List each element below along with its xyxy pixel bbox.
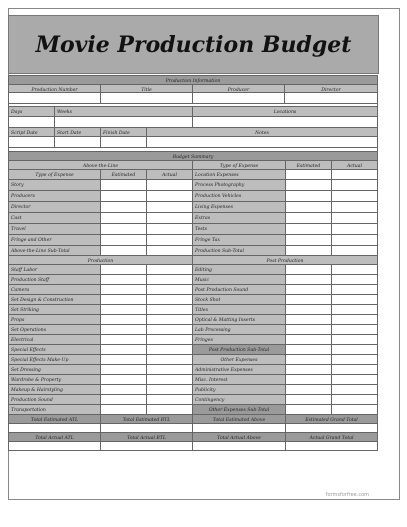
expense-label: Publicity bbox=[193, 385, 286, 395]
field-label: Finish Date bbox=[101, 128, 147, 137]
amount-field[interactable] bbox=[147, 235, 193, 246]
expense-label: Transportation bbox=[9, 405, 101, 415]
amount-field[interactable] bbox=[101, 345, 147, 355]
amount-field[interactable] bbox=[147, 305, 193, 315]
input-field[interactable] bbox=[285, 93, 378, 104]
column-header: Actual bbox=[147, 170, 193, 180]
amount-field[interactable] bbox=[101, 275, 147, 285]
total-field[interactable] bbox=[101, 442, 193, 451]
expense-label: Titles bbox=[193, 305, 286, 315]
total-label: Total Actual BTL bbox=[101, 433, 193, 442]
amount-field[interactable] bbox=[286, 325, 332, 335]
total-field[interactable] bbox=[193, 424, 286, 433]
amount-field[interactable] bbox=[101, 395, 147, 405]
expense-label: Fringe Tax bbox=[193, 235, 286, 246]
amount-field[interactable] bbox=[101, 295, 147, 305]
expense-label: Travel bbox=[9, 224, 101, 235]
field-label: Title bbox=[101, 85, 193, 93]
form-row bbox=[9, 246, 378, 256]
form-row bbox=[9, 256, 378, 265]
field-label: Director bbox=[285, 85, 378, 93]
input-field[interactable] bbox=[101, 137, 147, 148]
total-label: Total Estimated Above bbox=[193, 415, 286, 424]
amount-field[interactable] bbox=[101, 375, 147, 385]
amount-field[interactable] bbox=[147, 295, 193, 305]
input-field[interactable] bbox=[55, 117, 193, 128]
expense-label: Story bbox=[9, 180, 101, 191]
amount-field[interactable] bbox=[286, 375, 332, 385]
amount-field[interactable] bbox=[286, 170, 332, 180]
expense-label: Editing bbox=[193, 265, 286, 275]
form-row bbox=[9, 405, 378, 415]
amount-field[interactable] bbox=[147, 405, 193, 415]
total-field[interactable] bbox=[286, 424, 378, 433]
expense-label: Production Sound bbox=[9, 395, 101, 405]
amount-field[interactable] bbox=[101, 335, 147, 345]
amount-field[interactable] bbox=[101, 191, 147, 202]
form-row bbox=[9, 305, 378, 315]
amount-field[interactable] bbox=[332, 315, 378, 325]
form-row bbox=[9, 385, 378, 395]
total-label: Total Actual Above bbox=[193, 433, 286, 442]
expense-label: Producers bbox=[9, 191, 101, 202]
expense-label: Props bbox=[9, 315, 101, 325]
amount-field[interactable] bbox=[332, 170, 378, 180]
footer-credit: formsforfree.com bbox=[325, 492, 369, 498]
amount-field[interactable] bbox=[332, 355, 378, 365]
form-row bbox=[9, 315, 378, 325]
subtotal-label: Above-the-Line Sub-Total bbox=[9, 246, 101, 256]
form-row bbox=[9, 117, 378, 128]
amount-field[interactable] bbox=[147, 325, 193, 335]
field-label: Production Number bbox=[9, 85, 101, 93]
column-header: Actual bbox=[332, 161, 378, 170]
form-row bbox=[9, 224, 378, 235]
amount-field[interactable] bbox=[101, 285, 147, 295]
expense-label: Electrical bbox=[9, 335, 101, 345]
amount-field[interactable] bbox=[286, 202, 332, 213]
amount-field[interactable] bbox=[286, 385, 332, 395]
form-row bbox=[9, 107, 378, 117]
expense-label: Fringe and Other bbox=[9, 235, 101, 246]
form-row bbox=[9, 128, 378, 137]
amount-field[interactable] bbox=[332, 385, 378, 395]
form-row bbox=[9, 170, 378, 180]
amount-field[interactable] bbox=[101, 213, 147, 224]
amount-field[interactable] bbox=[147, 213, 193, 224]
amount-field[interactable] bbox=[286, 213, 332, 224]
subtotal-label: Production Sub-Total bbox=[193, 246, 286, 256]
amount-field[interactable] bbox=[286, 224, 332, 235]
input-field[interactable] bbox=[193, 93, 285, 104]
input-field[interactable] bbox=[101, 93, 193, 104]
expense-label: Director bbox=[9, 202, 101, 213]
amount-field[interactable] bbox=[147, 365, 193, 375]
total-label: Actual Grand Total bbox=[286, 433, 378, 442]
amount-field[interactable] bbox=[101, 265, 147, 275]
expense-label: Contingency bbox=[193, 395, 286, 405]
amount-field[interactable] bbox=[332, 191, 378, 202]
form-row bbox=[9, 433, 378, 442]
amount-field[interactable] bbox=[147, 275, 193, 285]
form-row bbox=[9, 335, 378, 345]
expense-label: Staff Labor bbox=[9, 265, 101, 275]
expense-label: Post Production Sound bbox=[193, 285, 286, 295]
amount-field[interactable] bbox=[332, 235, 378, 246]
amount-field[interactable] bbox=[332, 395, 378, 405]
section-header: Above-the-Line bbox=[9, 161, 193, 170]
form-row bbox=[9, 191, 378, 202]
column-header: Estimated bbox=[286, 161, 332, 170]
expense-label: Living Expenses bbox=[193, 202, 286, 213]
field-label: Producer bbox=[193, 85, 285, 93]
amount-field[interactable] bbox=[147, 202, 193, 213]
amount-field[interactable] bbox=[147, 191, 193, 202]
form-row bbox=[9, 235, 378, 246]
amount-field[interactable] bbox=[147, 315, 193, 325]
input-field[interactable] bbox=[147, 137, 378, 148]
section-header: Production bbox=[9, 256, 193, 265]
expense-label: Administrative Expenses bbox=[193, 365, 286, 375]
amount-field[interactable] bbox=[332, 180, 378, 191]
total-label: Total Estimated BTL bbox=[101, 415, 193, 424]
amount-field[interactable] bbox=[147, 180, 193, 191]
form-row bbox=[9, 345, 378, 355]
amount-field[interactable] bbox=[101, 235, 147, 246]
form-row bbox=[9, 93, 378, 104]
amount-field[interactable] bbox=[286, 295, 332, 305]
form-row bbox=[9, 375, 378, 385]
amount-field[interactable] bbox=[332, 213, 378, 224]
amount-field[interactable] bbox=[286, 355, 332, 365]
form-row bbox=[9, 424, 378, 433]
amount-field[interactable] bbox=[101, 315, 147, 325]
form-row bbox=[9, 76, 378, 85]
expense-label: Tests bbox=[193, 224, 286, 235]
form-row bbox=[9, 180, 378, 191]
expense-label: Wardrobe & Property bbox=[9, 375, 101, 385]
amount-field[interactable] bbox=[286, 345, 332, 355]
amount-field[interactable] bbox=[332, 285, 378, 295]
amount-field[interactable] bbox=[101, 180, 147, 191]
expense-label: Post Production Sub-Total bbox=[193, 345, 286, 355]
form-row bbox=[9, 442, 378, 451]
expense-label: Camera bbox=[9, 285, 101, 295]
total-field[interactable] bbox=[193, 442, 286, 451]
form-row bbox=[9, 355, 378, 365]
amount-field[interactable] bbox=[286, 235, 332, 246]
form-row bbox=[9, 395, 378, 405]
input-field[interactable] bbox=[9, 137, 55, 148]
field-label: Notes bbox=[147, 128, 378, 137]
amount-field[interactable] bbox=[286, 315, 332, 325]
expense-label: Music bbox=[193, 275, 286, 285]
section-header: Production Information bbox=[9, 76, 378, 85]
expense-label: Set Operations bbox=[9, 325, 101, 335]
form-row bbox=[9, 275, 378, 285]
form-row bbox=[9, 365, 378, 375]
field-label: Locations bbox=[193, 107, 378, 117]
expense-label: Process Photography bbox=[193, 180, 286, 191]
field-label: Weeks bbox=[55, 107, 193, 117]
expense-label: Cast bbox=[9, 213, 101, 224]
amount-field[interactable] bbox=[101, 405, 147, 415]
amount-field[interactable] bbox=[286, 191, 332, 202]
amount-field[interactable] bbox=[101, 224, 147, 235]
form-row bbox=[9, 265, 378, 275]
form-row bbox=[9, 152, 378, 161]
amount-field[interactable] bbox=[286, 265, 332, 275]
total-field[interactable] bbox=[101, 424, 193, 433]
amount-field[interactable] bbox=[332, 325, 378, 335]
expense-label: Production Vehicles bbox=[193, 191, 286, 202]
form-row bbox=[9, 285, 378, 295]
form-row bbox=[9, 415, 378, 424]
amount-field[interactable] bbox=[286, 335, 332, 345]
amount-field[interactable] bbox=[332, 345, 378, 355]
field-label: Start Date bbox=[55, 128, 101, 137]
expense-label: Other Expenses bbox=[193, 355, 286, 365]
total-field[interactable] bbox=[286, 442, 378, 451]
amount-field[interactable] bbox=[286, 405, 332, 415]
title-banner bbox=[8, 15, 379, 74]
form-row bbox=[9, 161, 378, 170]
amount-field[interactable] bbox=[147, 265, 193, 275]
column-header: Type of Expense bbox=[193, 161, 286, 170]
form-row bbox=[9, 202, 378, 213]
amount-field[interactable] bbox=[147, 355, 193, 365]
input-field[interactable] bbox=[193, 117, 378, 128]
total-field[interactable] bbox=[9, 424, 101, 433]
amount-field[interactable] bbox=[286, 246, 332, 256]
amount-field[interactable] bbox=[101, 305, 147, 315]
amount-field[interactable] bbox=[332, 246, 378, 256]
amount-field[interactable] bbox=[147, 285, 193, 295]
amount-field[interactable] bbox=[147, 375, 193, 385]
amount-field[interactable] bbox=[147, 224, 193, 235]
field-label: Days bbox=[9, 107, 55, 117]
amount-field[interactable] bbox=[147, 335, 193, 345]
amount-field[interactable] bbox=[332, 375, 378, 385]
expense-label: Special Effects Make-Up bbox=[9, 355, 101, 365]
amount-field[interactable] bbox=[332, 265, 378, 275]
amount-field[interactable] bbox=[286, 180, 332, 191]
form-row bbox=[9, 295, 378, 305]
expense-label: Production Staff bbox=[9, 275, 101, 285]
field-label: Script Date bbox=[9, 128, 55, 137]
amount-field[interactable] bbox=[332, 202, 378, 213]
amount-field[interactable] bbox=[332, 405, 378, 415]
expense-label: Location Expenses bbox=[193, 170, 286, 180]
input-field[interactable] bbox=[9, 93, 101, 104]
expense-label: Lab Processing bbox=[193, 325, 286, 335]
form-row bbox=[9, 325, 378, 335]
section-header: Post Production bbox=[193, 256, 378, 265]
total-label: Total Estimated ATL bbox=[9, 415, 101, 424]
expense-label: Fringes bbox=[193, 335, 286, 345]
expense-label: Set Striking bbox=[9, 305, 101, 315]
amount-field[interactable] bbox=[101, 385, 147, 395]
budget-grid bbox=[8, 75, 378, 451]
total-label: Total Actual ATL bbox=[9, 433, 101, 442]
amount-field[interactable] bbox=[147, 345, 193, 355]
total-label: Estimated Grand Total bbox=[286, 415, 378, 424]
amount-field[interactable] bbox=[332, 275, 378, 285]
amount-field[interactable] bbox=[286, 305, 332, 315]
amount-field[interactable] bbox=[332, 295, 378, 305]
amount-field[interactable] bbox=[101, 202, 147, 213]
page-title: Movie Production Budget bbox=[35, 31, 352, 58]
expense-label: Misc. Interest bbox=[193, 375, 286, 385]
expense-label: Special Effects bbox=[9, 345, 101, 355]
amount-field[interactable] bbox=[101, 365, 147, 375]
amount-field[interactable] bbox=[286, 275, 332, 285]
form-row bbox=[9, 213, 378, 224]
input-field[interactable] bbox=[55, 137, 101, 148]
expense-label: Other Expenses Sub-Total bbox=[193, 405, 286, 415]
amount-field[interactable] bbox=[332, 335, 378, 345]
total-field[interactable] bbox=[9, 442, 101, 451]
amount-field[interactable] bbox=[147, 385, 193, 395]
amount-field[interactable] bbox=[286, 285, 332, 295]
expense-label: Makeup & Hairstyling bbox=[9, 385, 101, 395]
expense-label: Set Dressing bbox=[9, 365, 101, 375]
form-row bbox=[9, 137, 378, 148]
amount-field[interactable] bbox=[286, 395, 332, 405]
expense-label: Set Design & Construction bbox=[9, 295, 101, 305]
amount-field[interactable] bbox=[332, 224, 378, 235]
expense-label: Stock Shot bbox=[193, 295, 286, 305]
amount-field[interactable] bbox=[332, 365, 378, 375]
amount-field[interactable] bbox=[147, 395, 193, 405]
section-header: Budget Summary bbox=[9, 152, 378, 161]
amount-field[interactable] bbox=[286, 365, 332, 375]
expense-label: Extras bbox=[193, 213, 286, 224]
expense-label: Optical & Matting Inserts bbox=[193, 315, 286, 325]
amount-field[interactable] bbox=[101, 355, 147, 365]
amount-field[interactable] bbox=[147, 246, 193, 256]
column-header: Type of Expense bbox=[9, 170, 101, 180]
column-header: Estimated bbox=[101, 170, 147, 180]
amount-field[interactable] bbox=[332, 305, 378, 315]
amount-field[interactable] bbox=[101, 246, 147, 256]
input-field[interactable] bbox=[9, 117, 55, 128]
amount-field[interactable] bbox=[101, 325, 147, 335]
form-row bbox=[9, 85, 378, 93]
